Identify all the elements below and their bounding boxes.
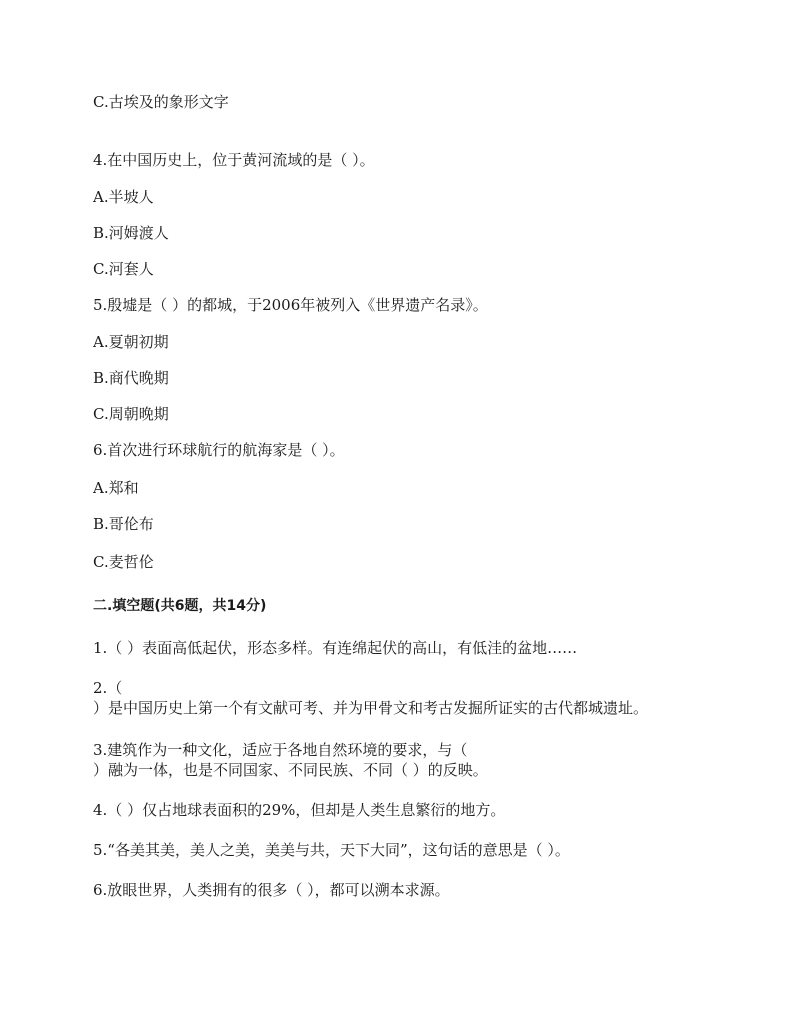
fill-question-1: 1.（ ）表面高低起伏，形态多样。有连绵起伏的高山，有低洼的盆地…… bbox=[93, 639, 578, 657]
question-6: 6.首次进行环球航行的航海家是（ ）。 bbox=[93, 441, 345, 459]
question-5: 5.殷墟是（ ）的都城，于2006年被列入《世界遗产名录》。 bbox=[93, 296, 488, 314]
fill-question-3-line-2: ）融为一体，也是不同国家、不同民族、不同（ ）的反映。 bbox=[93, 761, 488, 779]
fill-question-4: 4.（ ）仅占地球表面积的29%，但却是人类生息繁衍的地方。 bbox=[93, 801, 506, 819]
option-c-q6: C.麦哲伦 bbox=[93, 553, 154, 571]
question-4: 4.在中国历史上，位于黄河流域的是（ ）。 bbox=[93, 151, 375, 169]
section-title-fill-blank: 二.填空题(共6题，共14分) bbox=[93, 598, 267, 614]
fill-question-2-line-1: 2.（ bbox=[93, 679, 123, 697]
option-a-q5: A.夏朝初期 bbox=[93, 333, 169, 351]
fill-question-3-line-1: 3.建筑作为一种文化，适应于各地自然环境的要求，与（ bbox=[93, 741, 468, 759]
option-a-q6: A.郑和 bbox=[93, 479, 139, 497]
option-b-q5: B.商代晚期 bbox=[93, 369, 169, 387]
option-c-q5: C.周朝晚期 bbox=[93, 405, 169, 423]
option-c-q3: C.古埃及的象形文字 bbox=[93, 93, 229, 111]
option-c-q4: C.河套人 bbox=[93, 260, 154, 278]
fill-question-2-line-2: ）是中国历史上第一个有文献可考、并为甲骨文和考古发掘所证实的古代都城遗址。 bbox=[93, 699, 649, 717]
option-b-q6: B.哥伦布 bbox=[93, 515, 154, 533]
option-a-q4: A.半坡人 bbox=[93, 188, 154, 206]
fill-question-6: 6.放眼世界，人类拥有的很多（ ），都可以溯本求源。 bbox=[93, 881, 450, 899]
fill-question-5: 5.“各美其美，美人之美，美美与共，天下大同”，这句话的意思是（ ）。 bbox=[93, 841, 570, 859]
option-b-q4: B.河姆渡人 bbox=[93, 224, 169, 242]
